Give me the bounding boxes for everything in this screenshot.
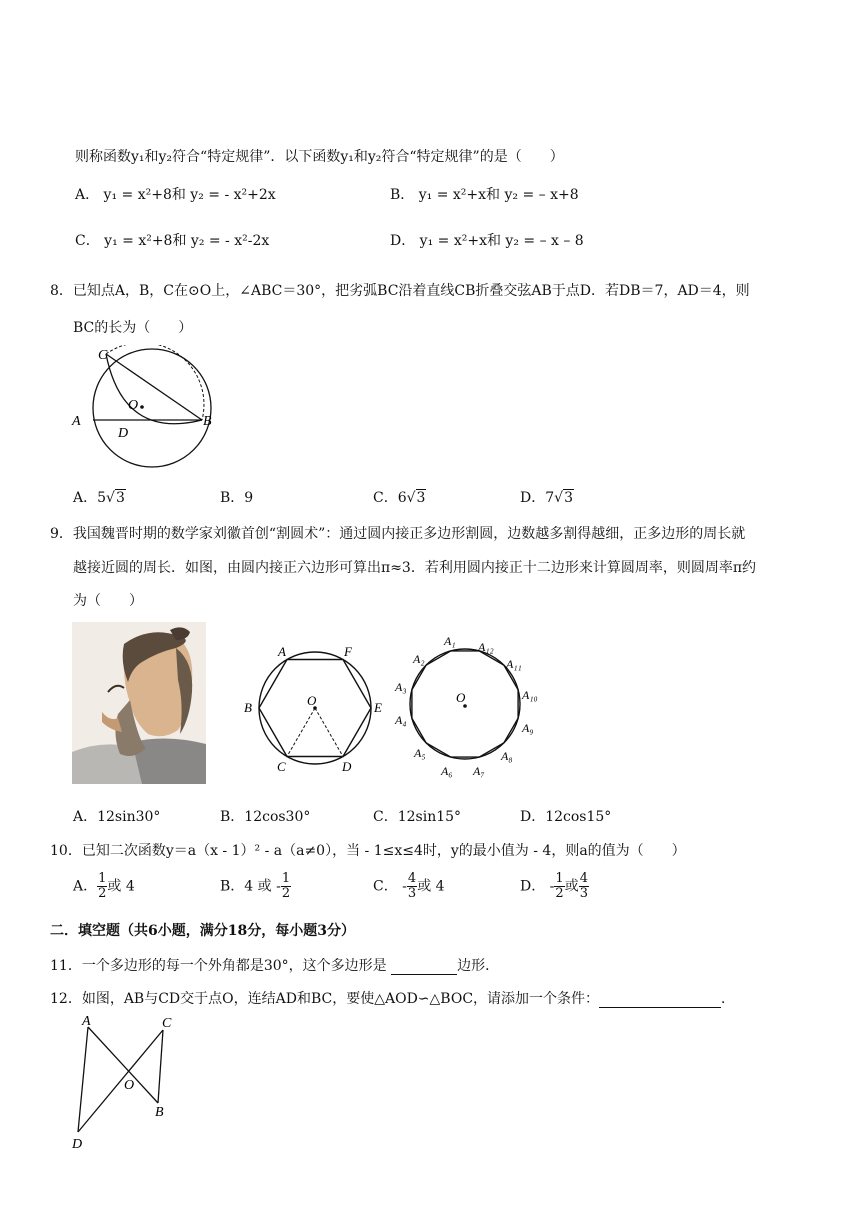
q10-option-c-den: 3 (407, 886, 417, 901)
q9-label-a7: A₇ (473, 764, 485, 778)
q8-option-d-label: D．7 (520, 490, 555, 506)
q12-label-c: C (162, 1016, 172, 1031)
q12-answer-blank[interactable] (599, 993, 721, 1008)
q9-label-a4: A₄ (395, 713, 407, 727)
q10-option-b-fraction (281, 872, 291, 901)
q8-center-dot (140, 405, 144, 409)
q9-label-a8: A₈ (501, 749, 513, 763)
q8-option-d-sqrt: √3 (554, 490, 573, 506)
q9-option-d[interactable]: D．12cos15° (520, 809, 612, 825)
q10-option-c-prefix: C． - (373, 878, 407, 895)
q9-label-a11: A₁₁ (506, 657, 522, 671)
q9-hexagon-figure (240, 640, 390, 780)
q9-hex-label-c: C (277, 759, 286, 774)
q11-answer-blank[interactable] (391, 960, 457, 975)
q10-option-a-fraction (97, 872, 107, 901)
q9-label-a6: A₆ (441, 764, 453, 778)
q7-option-a[interactable]: A． y₁ = x²+8和 y₂ = - x²+2x (75, 187, 276, 203)
q12-suffix: ． (721, 991, 736, 1007)
q10-option-a-den: 2 (98, 886, 107, 901)
q9-dodeca-label-o: O (456, 690, 466, 705)
q10-option-a-suffix: 或 4 (107, 878, 135, 895)
q9-option-c[interactable]: C．12sin15° (373, 809, 462, 825)
q10-option-d-num1: 1 (555, 871, 564, 886)
q7-option-b[interactable]: B． y₁ = x²+x和 y₂ = – x+8 (390, 187, 579, 203)
q10-option-d-den2: 3 (579, 886, 588, 901)
q12-text (50, 988, 735, 1008)
q11-text (50, 955, 499, 975)
q9-label-a10: A₁₀ (522, 688, 538, 702)
q12-label-o: O (124, 1078, 135, 1093)
q9-line3: 为（ ） (73, 593, 143, 609)
section-2-title: 二．填空题（共6小题，满分18分，每小题3分） (50, 923, 355, 939)
q10-option-b-num: 1 (281, 871, 291, 886)
q8-label-c: C (98, 348, 108, 363)
q10-option-d-prefix: D． - (520, 878, 555, 895)
q10-option-c-fraction (407, 872, 417, 901)
q8-option-c-sqrt: √3 (406, 490, 426, 506)
q10-option-a[interactable] (73, 872, 135, 901)
q12-line-bc (158, 1030, 163, 1103)
q8-label-a: A (72, 414, 81, 429)
q8-option-b[interactable]: B．9 (220, 490, 254, 506)
q8-option-a-radicand: 3 (115, 490, 125, 506)
q11-suffix: 边形． (457, 958, 500, 974)
q12-label-b: B (155, 1105, 164, 1120)
q12-label-d: D (72, 1137, 83, 1152)
q8-label-b: B (203, 414, 212, 429)
q9-dodecagon-figure (388, 630, 548, 785)
q8-option-d-radicand: 3 (564, 490, 573, 506)
q9-line2: 越接近圆的周长．如图，由圆内接正六边形可算出π≈3．若利用圆内接正十二边形来计算圆周率，则圆周率π约 (73, 560, 757, 576)
q9-label-a9: A₉ (522, 721, 534, 735)
q11-prefix: 11．一个多边形的每一个外角都是30°，这个多边形是 (50, 958, 387, 974)
q10-option-d-num2: 4 (579, 871, 588, 886)
q8-option-a-sqrt: √3 (106, 490, 125, 506)
q8-option-a[interactable] (73, 487, 126, 507)
q9-line1: 9．我国魏晋时期的数学家刘徽首创“割圆术”：通过圆内接正多边形割圆，边数越多割得越细，正多边形的周长就 (50, 526, 746, 542)
q9-label-a12: A₁₂ (478, 640, 494, 654)
q10-option-b-prefix: B．4 或 - (220, 878, 281, 895)
q10-option-c[interactable] (373, 872, 445, 901)
q8-option-a-label: A．5 (73, 490, 107, 506)
liu-hui-portrait (72, 622, 206, 784)
q10-option-c-suffix: 或 4 (417, 878, 445, 895)
q9-hex-label-b: B (244, 700, 252, 715)
q9-option-b[interactable]: B．12cos30° (220, 809, 311, 825)
q10-option-a-num: 1 (98, 871, 107, 886)
q10-text: 10．已知二次函数y＝a（x - 1）² - a（a≠0），当 - 1≤x≤4时，y的最小值为 - 4，则a的值为（ ） (50, 843, 686, 859)
q8-label-d: D (118, 426, 129, 441)
q10-option-d-fraction-2 (579, 872, 589, 901)
q8-option-d[interactable] (520, 487, 574, 507)
q8-option-c-radicand: 3 (416, 490, 426, 506)
q8-option-c-label: C．6 (373, 490, 407, 506)
q9-label-a5: A₅ (414, 746, 426, 760)
q8-line1: 8．已知点A，B，C在⊙O上，∠ABC＝30°，把劣弧BC沿着直线CB折叠交弦AB于点D．若DB＝7，AD＝4，则 (50, 283, 750, 299)
q10-option-d-den1: 2 (555, 886, 564, 901)
q7-option-c[interactable]: C． y₁ = x²+8和 y₂ = - x²-2x (75, 233, 270, 249)
q9-hex-radius-od (315, 708, 343, 757)
q9-hex-label-e: E (374, 700, 382, 715)
q9-hex-label-f: F (344, 644, 352, 659)
q10-option-b-den: 2 (281, 886, 291, 901)
q8-label-o: O (128, 398, 139, 413)
q7-option-d[interactable]: D． y₁ = x²+x和 y₂ = – x – 8 (390, 233, 584, 249)
q9-hex-label-a: A (278, 644, 286, 659)
q8-dashed-arc (106, 345, 204, 420)
q10-option-a-prefix: A． (73, 878, 98, 895)
q9-hex-label-o: O (307, 693, 317, 708)
q10-option-d-mid: 或 (564, 878, 579, 895)
q7-intro: 则称函数y₁和y₂符合“特定规律”．以下函数y₁和y₂符合“特定规律”的是（ ） (75, 149, 564, 165)
q9-label-a1: A₁ (444, 634, 456, 648)
q12-label-a: A (82, 1014, 91, 1029)
q9-hex-radius-oc (287, 708, 315, 757)
q9-label-a3: A₃ (395, 680, 407, 694)
q10-option-c-num: 4 (407, 871, 417, 886)
q10-option-d[interactable] (520, 872, 589, 901)
q8-circle (93, 349, 211, 467)
q12-line-cd (78, 1030, 163, 1132)
q12-prefix: 12．如图，AB与CD交于点O，连结AD和BC，要使△AOD∽△BOC，请添加一个条件： (50, 991, 600, 1007)
q8-chord-cb (106, 354, 202, 420)
q12-figure (66, 1010, 186, 1155)
q8-line2: BC的长为（ ） (73, 320, 193, 336)
q12-line-ab (88, 1027, 158, 1103)
q12-line-ad (78, 1027, 88, 1132)
q10-option-b[interactable] (220, 872, 291, 901)
q9-label-a2: A₂ (413, 652, 425, 666)
q8-figure (68, 345, 218, 475)
q9-hex-label-d: D (342, 759, 352, 774)
q8-option-c[interactable] (373, 487, 426, 507)
q10-option-d-fraction-1 (554, 872, 564, 901)
q9-option-a[interactable]: A．12sin30° (73, 809, 161, 825)
